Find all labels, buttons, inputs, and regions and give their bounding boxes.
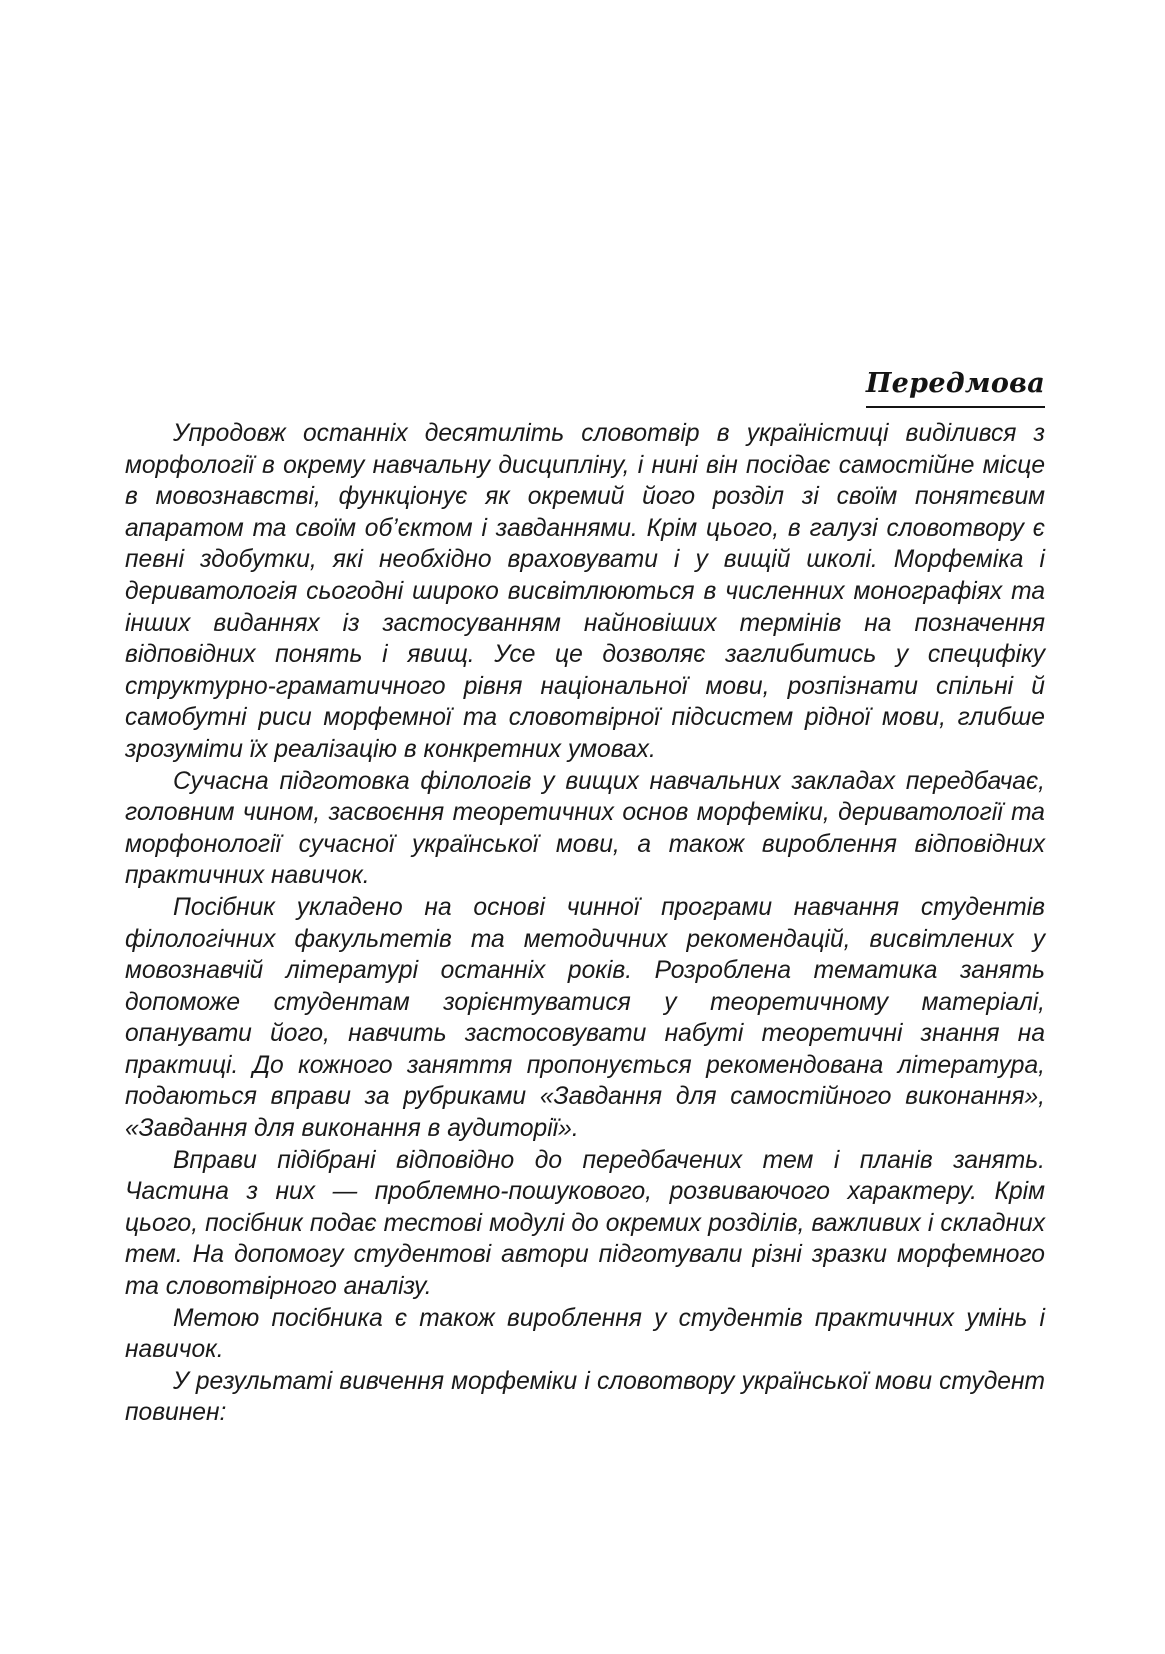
paragraph-goal: Метою посібника є також вироблення у студентів практичних умінь і навичок. bbox=[125, 1304, 1045, 1364]
body-text bbox=[125, 418, 1045, 1429]
paragraph-manual: Посібник укладено на основі чинної програми навчання студентів філологічних факультетів та методичних рекомендацій, висвітлених у мовознавчій літературі останніх років. Розроблена тематика занять допоможе студентам зорієнтуватися у теоретичному матеріалі, опанувати його, навчить застосовувати набуті теоретичні знання на практиці. До кожного заняття пропонується рекомендована література, подаються вправи за рубриками «Завдання для самостійного виконання», «Завдання для виконання в аудиторії». bbox=[125, 893, 1045, 1143]
paragraph-intro: Упродовж останніх десятиліть словотвір в україністиці виділився з морфології в окрему навчальну дисципліну, і нині він посідає самостійне місце в мовознавстві, функціонує як окремий його розділ зі своїм понятєвим апаратом та своїм об’єктом і завданнями. Крім цього, в галузі словотвору є певні здобутки, які необхідно враховувати і у вищій школі. Морфеміка і дериватологія сьогодні широко висвітлюються в численних монографіях та інших виданнях із застосуванням найновіших термінів на позначення відповідних понять і явищ. Усе це дозволяє заглибитись у специфіку структурно-граматичного рівня національної мови, розпізнати спільні й самобутні риси морфемної та словотвірної підсистем рідної мови, глибше зрозуміти їх реалізацію в конкретних умовах. bbox=[125, 420, 1045, 763]
paragraph-exercises: Вправи підібрані відповідно до передбачених тем і планів занять. Частина з них — проблемно-пошукового, розвиваючого характеру. Крім цього, посібник подає тестові модулі до окремих розділів, важливих і складних тем. На допомогу студентові автори підготували різні зразки морфемного та словотвірного аналізу. bbox=[125, 1146, 1045, 1301]
paragraph-outcome: У результаті вивчення морфеміки і словотвору української мови студент повинен: bbox=[125, 1367, 1045, 1427]
heading-container bbox=[866, 348, 1045, 426]
section-heading: Передмова bbox=[866, 366, 1045, 408]
paragraph-training: Сучасна підготовка філологів у вищих навчальних закладах передбачає, головним чином, засвоєння теоретичних основ морфеміки, дериватології та морфонології сучасної української мови, а також вироблення відповідних практичних навичок. bbox=[125, 767, 1045, 890]
